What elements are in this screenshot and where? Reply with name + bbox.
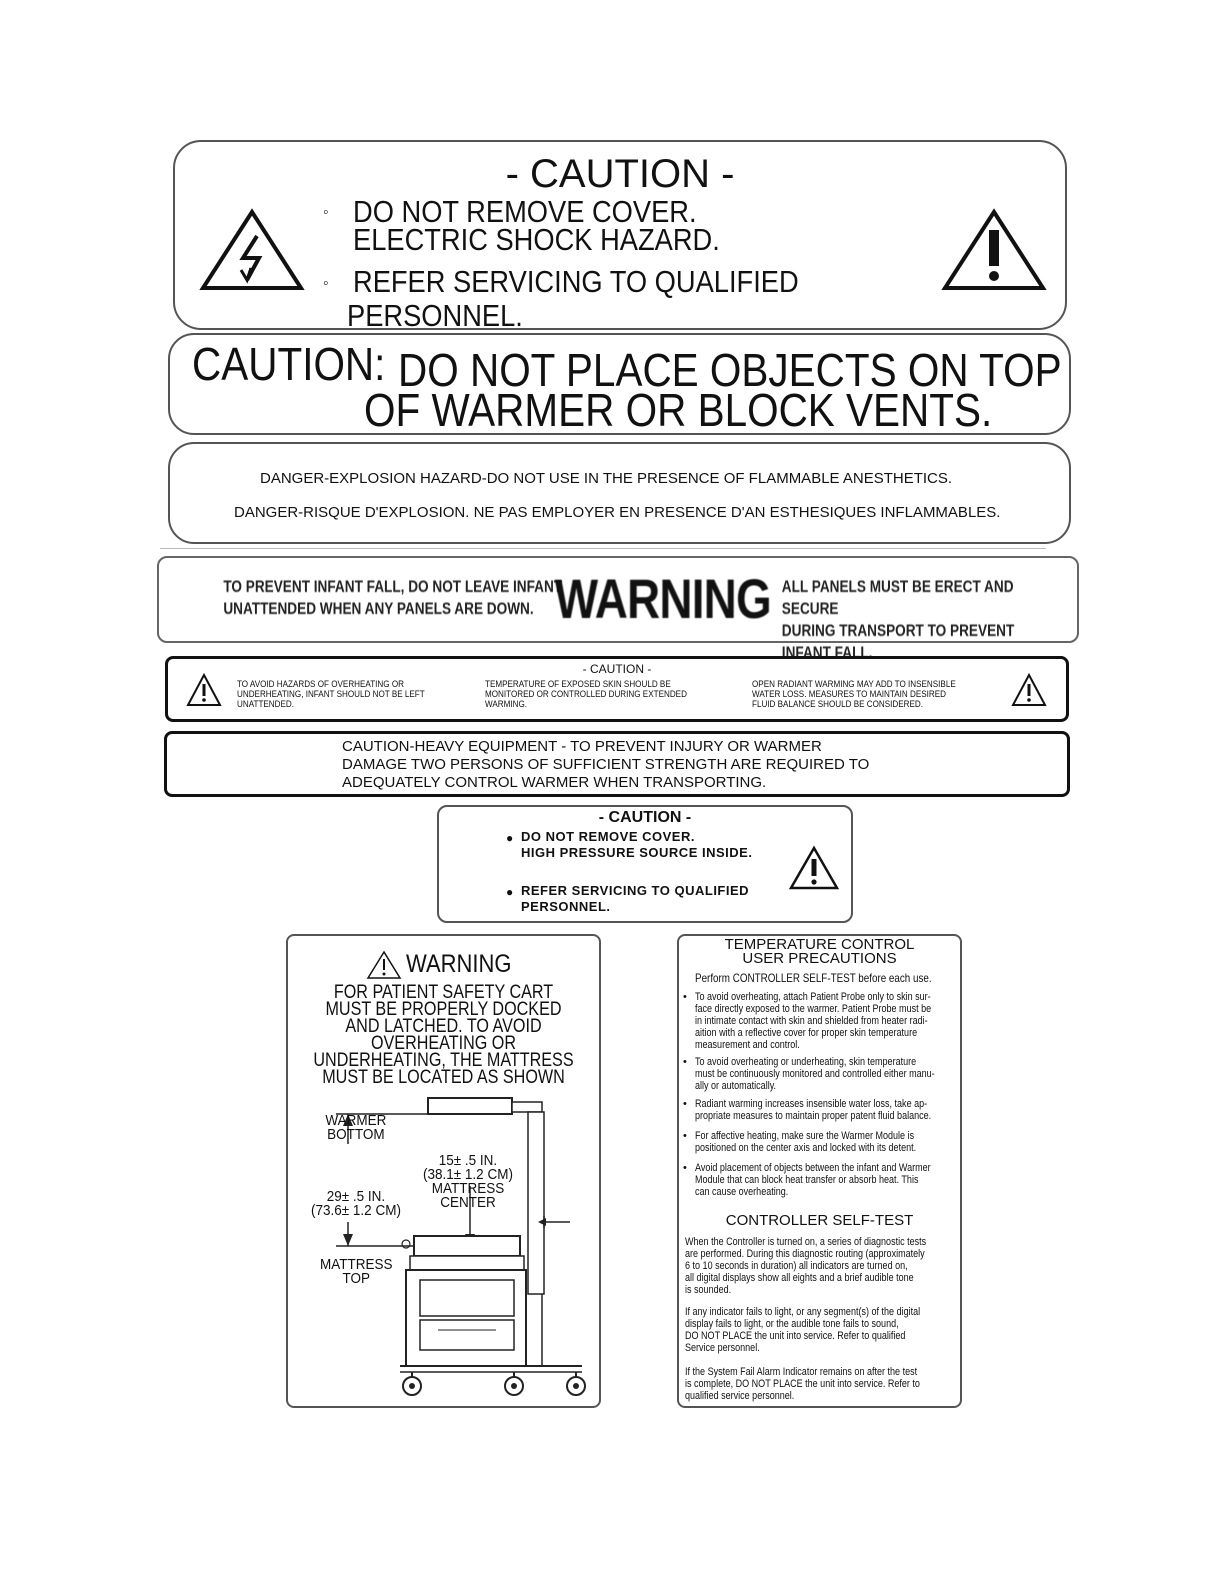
bullet-marker: • — [683, 991, 687, 1003]
warning-body: FOR PATIENT SAFETY CART MUST BE PROPERLY DOCKED AND LATCHED. TO AVOID OVERHEATING OR UNDERHEATING, THE MATTRESS MUST BE LOCATED AS SHOWN — [313, 982, 574, 1088]
caution-label-vents — [168, 333, 1071, 435]
precaution-item: Radiant warming increases insensible water loss, take ap- propriate measures to maintain proper patent fluid balance. — [695, 1098, 932, 1122]
precaution-item: Avoid placement of objects between the infant and Warmer Module that can block heat transfer or absorb heat. This can cause overheating. — [695, 1162, 931, 1198]
caution-title: - CAUTION - — [505, 152, 735, 196]
bullet-text: DO NOT REMOVE COVER. — [353, 194, 697, 229]
warning-title: WARNING — [406, 950, 512, 978]
warning-label-mattress-position — [286, 934, 601, 1408]
exclamation-warning-icon — [366, 950, 402, 980]
exclamation-warning-icon — [1011, 673, 1047, 707]
caution-label-overheating — [165, 656, 1069, 722]
caution-label-electric-shock — [173, 140, 1067, 333]
warning-left-text: TO PREVENT INFANT FALL, DO NOT LEAVE INFANT UNATTENDED WHEN ANY PANELS ARE DOWN. — [223, 577, 563, 618]
bullet-marker: • — [683, 1130, 687, 1142]
caution-text-line2: OF WARMER OR BLOCK VENTS. — [364, 384, 993, 436]
precautions-intro: Perform CONTROLLER SELF-TEST before each use. — [695, 971, 932, 985]
precaution-item: For affective heating, make sure the Warmer Module is positioned on the center axis and locked with its detent. — [695, 1130, 917, 1154]
exclamation-warning-icon — [941, 208, 1047, 292]
temperature-control-precautions-label — [677, 934, 962, 1408]
exclamation-warning-icon — [186, 673, 222, 707]
bullet-marker: ● — [506, 885, 514, 899]
caution-column: OPEN RADIANT WARMING MAY ADD TO INSENSIBLE WATER LOSS. MEASURES TO MAINTAIN DESIRED FLUID BALANCE SHOULD BE CONSIDERED. — [752, 679, 956, 709]
bullet-marker: ◦ — [323, 275, 329, 292]
self-test-paragraph: When the Controller is turned on, a series of diagnostic tests are performed. During this diagnostic routing (approximately 6 to 10 seconds in duration) all indicators are turned on, all digital displays show all eights and a brief audible tone is sounded. — [685, 1236, 927, 1296]
bullet-text: ELECTRIC SHOCK HAZARD. — [353, 222, 720, 257]
self-test-heading: CONTROLLER SELF-TEST — [725, 1212, 914, 1229]
self-test-paragraph: If the System Fail Alarm Indicator remains on after the test is complete, DO NOT PLACE the unit into service. Refer to qualified service personnel. — [685, 1366, 920, 1402]
bullet-text: HIGH PRESSURE SOURCE INSIDE. — [521, 845, 753, 860]
electric-shock-warning-icon — [199, 208, 305, 292]
bullet-marker: • — [683, 1098, 687, 1110]
exclamation-warning-icon — [788, 845, 840, 891]
mattress-center-dimension: 15± .5 IN. (38.1± 1.2 CM) MATTRESS CENTER — [422, 1152, 513, 1211]
caution-label-high-pressure — [437, 805, 853, 923]
bullet-marker: ◦ — [323, 204, 329, 221]
bullet-text: REFER SERVICING TO QUALIFIED — [353, 264, 799, 299]
caution-lead: CAUTION: — [192, 338, 386, 390]
danger-text-french: DANGER-RISQUE D'EXPLOSION. NE PAS EMPLOYER EN PRESENCE D'AN ESTHESIQUES INFLAMMABLES. — [234, 504, 1001, 521]
bullet-marker: • — [683, 1056, 687, 1068]
bullet-marker: ● — [506, 831, 514, 845]
bullet-text: PERSONNEL. — [347, 298, 523, 333]
warning-label-infant-fall — [157, 556, 1079, 662]
mattress-top-label: MATTRESS TOP — [320, 1256, 393, 1287]
warning-right-text: ALL PANELS MUST BE ERECT AND SECURE DURING TRANSPORT TO PREVENT INFANT FALL. — [781, 577, 1015, 662]
bullet-text: DO NOT REMOVE COVER. — [521, 829, 695, 844]
divider — [160, 548, 1046, 549]
precautions-heading: TEMPERATURE CONTROL USER PRECAUTIONS — [724, 936, 915, 967]
caution-label-heavy-equipment — [164, 731, 1070, 797]
height-dimension: 29± .5 IN. (73.6± 1.2 CM) — [310, 1188, 401, 1219]
self-test-paragraph: If any indicator fails to light, or any segment(s) of the digital display fails to light, or the audible tone fails to sound, DO NOT PLACE the unit into service. Refer to qualified Service personnel. — [685, 1306, 921, 1354]
bullet-text: REFER SERVICING TO QUALIFIED — [521, 883, 750, 898]
bullet-marker: • — [683, 1162, 687, 1174]
caution-column: TO AVOID HAZARDS OF OVERHEATING OR UNDERHEATING, INFANT SHOULD NOT BE LEFT UNATTENDED. — [237, 679, 425, 709]
precaution-item: To avoid overheating or underheating, skin temperature must be continuously monitored and controlled either manu- ally or automatically. — [695, 1056, 935, 1092]
bullet-text: PERSONNEL. — [521, 899, 611, 914]
caution-title: - CAUTION - — [582, 662, 652, 676]
warning-title: WARNING — [554, 567, 771, 630]
danger-label-explosion — [168, 442, 1071, 544]
caution-text-line1: DO NOT PLACE OBJECTS ON TOP — [398, 344, 1062, 396]
caution-title: - CAUTION - — [598, 809, 692, 826]
danger-text-english: DANGER-EXPLOSION HAZARD-DO NOT USE IN THE PRESENCE OF FLAMMABLE ANESTHETICS. — [260, 470, 953, 487]
warmer-bottom-label: WARMER BOTTOM — [325, 1112, 387, 1143]
caution-column: TEMPERATURE OF EXPOSED SKIN SHOULD BE MONITORED OR CONTROLLED DURING EXTENDED WARMING. — [485, 679, 687, 709]
caution-text: CAUTION-HEAVY EQUIPMENT - TO PREVENT INJURY OR WARMER DAMAGE TWO PERSONS OF SUFFICIENT STRENGTH ARE REQUIRED TO ADEQUATELY CONTROL WARMER WHEN TRANSPORTING. — [342, 738, 870, 791]
precaution-item: To avoid overheating, attach Patient Probe only to skin sur- face directly exposed to the warmer. Patient Probe must be in intimate contact with skin and shielded from heater radi- aition with a reflective cover for proper skin temperature measurement and control. — [695, 991, 932, 1051]
